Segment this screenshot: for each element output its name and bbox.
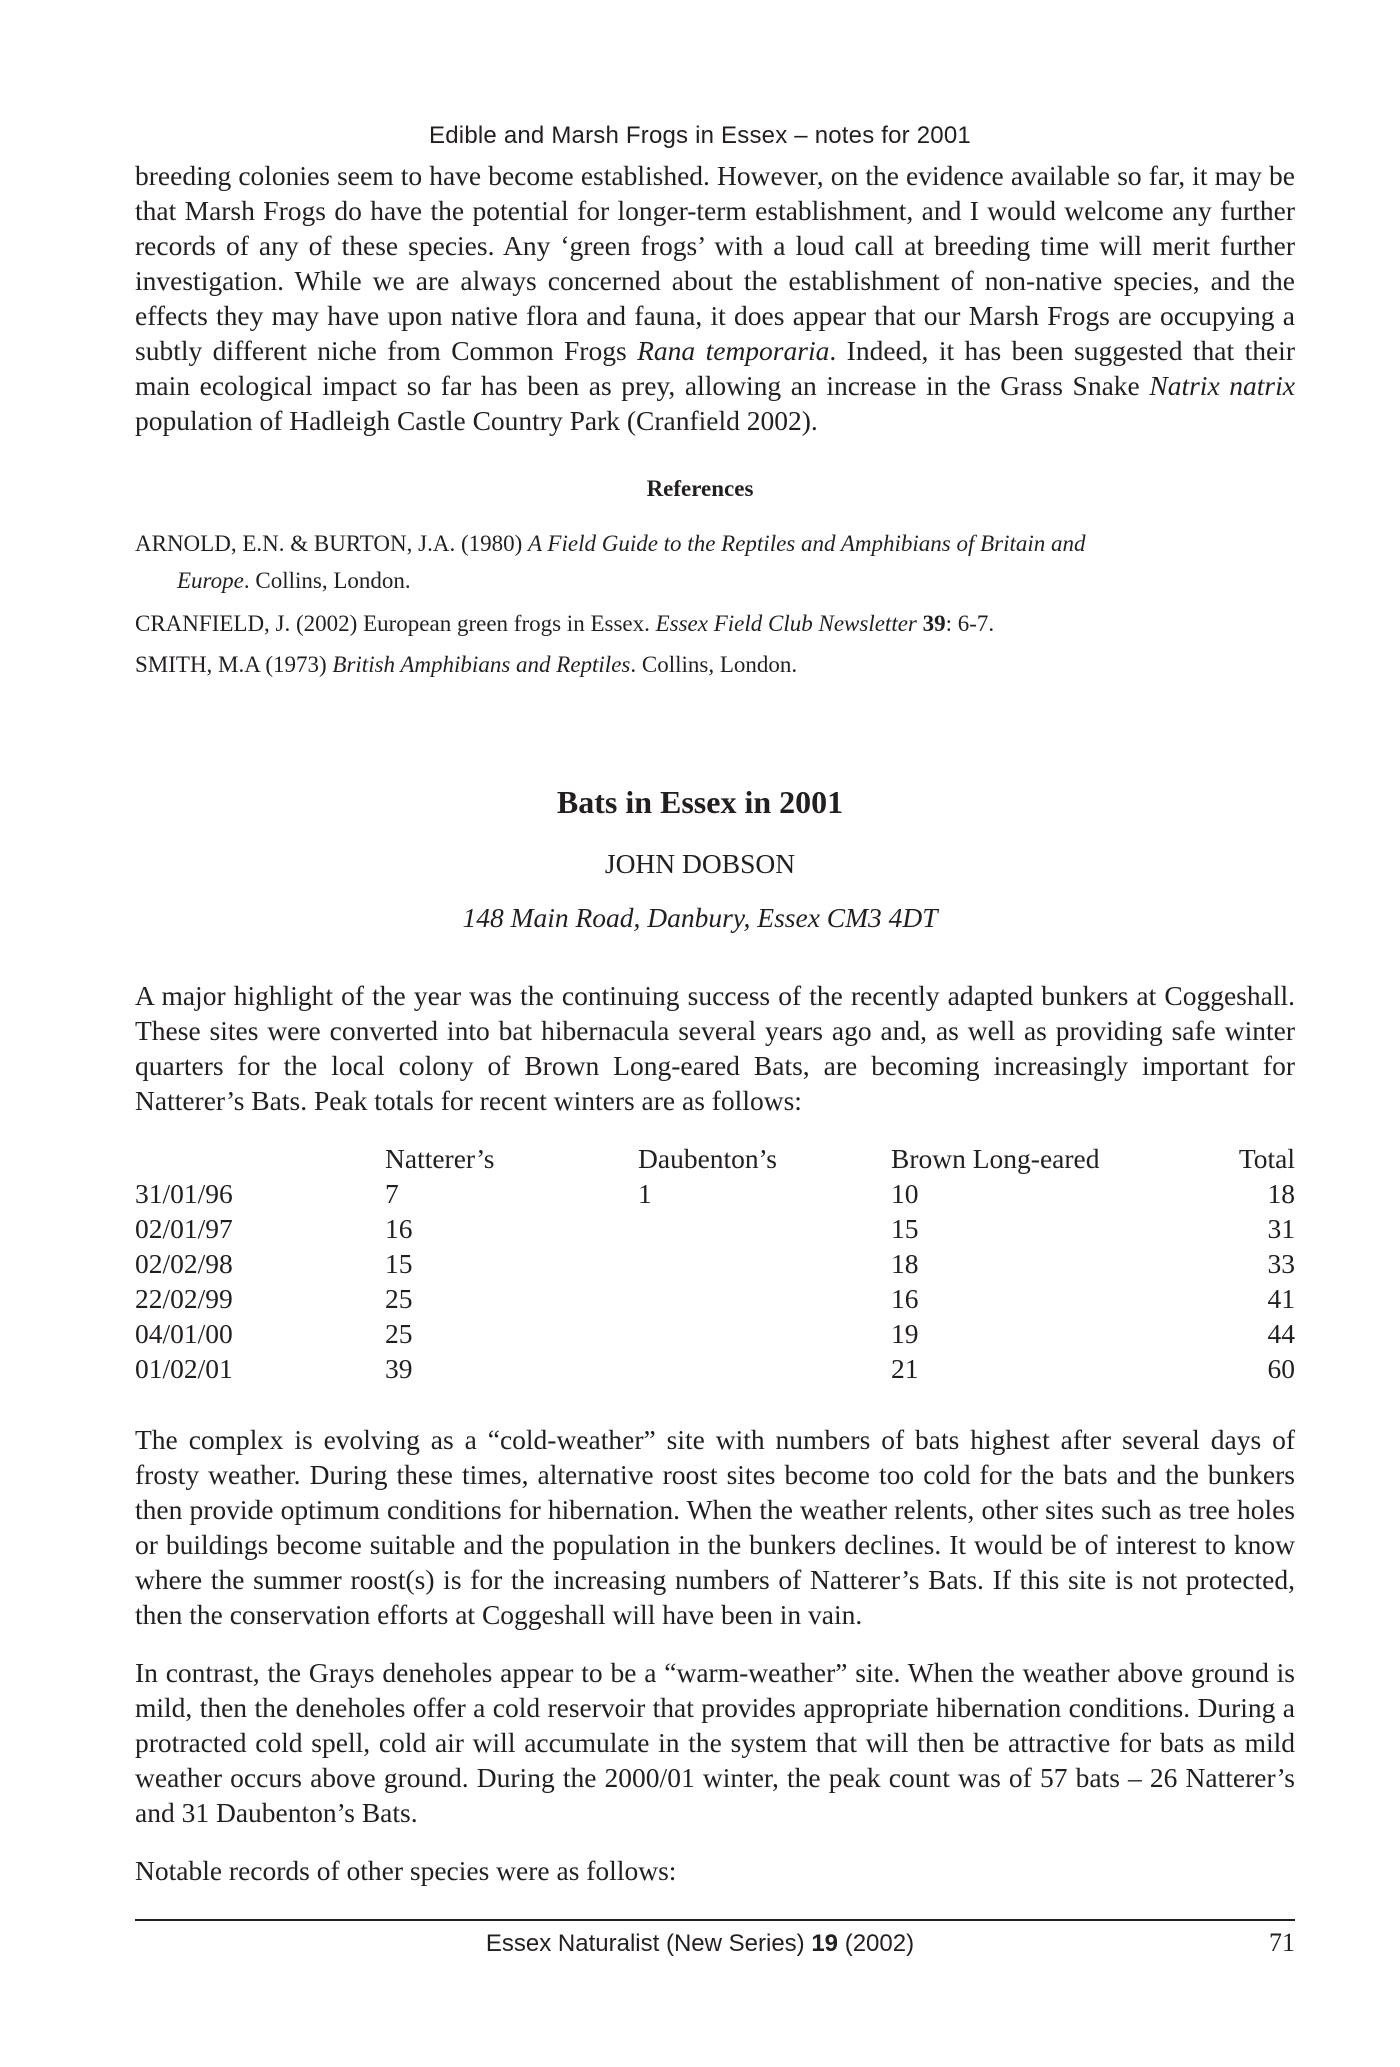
frogs-paragraph	[135, 158, 1295, 438]
table-cell-natterers: 25	[385, 1318, 413, 1349]
species-rana-temporaria: Rana temporaria	[637, 335, 830, 366]
reference-arnold-title: A Field Guide to the Reptiles and Amphibians of Britain and	[528, 531, 1086, 556]
table-header-brown-long-eared: Brown Long-eared	[891, 1143, 1100, 1174]
table-header-row	[135, 1143, 1295, 1178]
reference-arnold	[135, 525, 1295, 599]
reference-smith	[135, 646, 1295, 683]
table-cell-natterers: 16	[385, 1213, 413, 1244]
bats-warm-weather-paragraph: In contrast, the Grays deneholes appear to be a “warm-weather” site. When the weather above ground is mild, then the deneholes offer a cold reservoir that provides appropriate hibernation conditions. During a protracted cold spell, cold air will accumulate in the system that will then be attractive for bats as mild weather occurs above ground. During the 2000/01 winter, the peak count was of 57 bats – 26 Natterer’s and 31 Daubenton’s Bats.	[135, 1657, 1295, 1828]
reference-smith-authors: SMITH, M.A (1973)	[135, 652, 333, 677]
table-cell-natterers: 39	[385, 1353, 413, 1384]
table-cell-daubentons	[638, 1318, 891, 1353]
table-cell-daubentons	[638, 1213, 891, 1248]
table-cell-date: 22/02/99	[135, 1283, 233, 1314]
table-cell-brown-long-eared: 18	[891, 1248, 919, 1279]
reference-cranfield-authors: CRANFIELD, J. (2002) European green frogs in Essex.	[135, 611, 656, 636]
table-cell-date: 01/02/01	[135, 1353, 233, 1384]
table-cell-daubentons	[638, 1248, 891, 1283]
page-number: 71	[1269, 1928, 1295, 1957]
table-cell-brown-long-eared: 21	[891, 1353, 919, 1384]
table-cell-date: 02/01/97	[135, 1213, 233, 1244]
bats-warm-weather-block	[135, 1655, 1295, 1830]
table-cell-total: 41	[1267, 1283, 1295, 1314]
reference-cranfield-journal: Essex Field Club Newsletter	[655, 611, 917, 636]
table-cell-natterers: 15	[385, 1248, 413, 1279]
table-cell-total: 31	[1267, 1213, 1295, 1244]
table-row	[135, 1178, 1295, 1213]
bats-notable-block	[135, 1853, 1295, 1888]
reference-arnold-authors: ARNOLD, E.N. & BURTON, J.A. (1980)	[135, 531, 529, 556]
reference-smith-title: British Amphibians and Reptiles	[332, 652, 631, 677]
table-cell-natterers: 7	[385, 1178, 399, 1209]
table-cell-brown-long-eared: 10	[891, 1178, 919, 1209]
reference-cranfield-volume: 39	[916, 611, 946, 636]
table-cell-total: 18	[1267, 1178, 1295, 1209]
table-row	[135, 1213, 1295, 1248]
table-cell-date: 31/01/96	[135, 1178, 233, 1209]
bats-intro-block	[135, 978, 1295, 1118]
table-row	[135, 1283, 1295, 1318]
footer-journal: Essex Naturalist (New Series)	[485, 1930, 812, 1957]
table-cell-brown-long-eared: 16	[891, 1283, 919, 1314]
table-cell-natterers: 25	[385, 1283, 413, 1314]
frogs-text-3: population of Hadleigh Castle Country Park (Cranfield 2002).	[135, 405, 818, 436]
table-row	[135, 1248, 1295, 1283]
table-cell-date: 04/01/00	[135, 1318, 233, 1349]
table-cell-brown-long-eared: 15	[891, 1213, 919, 1244]
table-cell-total: 44	[1267, 1318, 1295, 1349]
frogs-paragraph-block	[135, 158, 1295, 438]
table-header-total: Total	[1238, 1143, 1295, 1174]
table-cell-total: 33	[1267, 1248, 1295, 1279]
reference-smith-publisher: . Collins, London.	[630, 652, 798, 677]
footer-year: (2002)	[838, 1930, 915, 1957]
table-row	[135, 1353, 1295, 1388]
frogs-text-1: breeding colonies seem to have become established. However, on the evidence available so far, it may be that Marsh Frogs do have the potential for longer-term establishment, and I would welcome any further records of any of these species. Any ‘green frogs’ with a loud call at breeding time will merit further investigation. While we are always concerned about the establishment of non-native species, and the effects they may have upon native flora and fauna, it does appear that our Marsh Frogs are occupying a subtly different niche from Common Frogs	[135, 160, 1295, 366]
author-address: 148 Main Road, Danbury, Essex CM3 4DT	[462, 902, 938, 933]
footer-rule	[135, 1919, 1295, 1921]
bats-intro-paragraph: A major highlight of the year was the continuing success of the recently adapted bunkers at Coggeshall. These sites were converted into bat hibernacula several years ago and, as well as providing safe winter quarters for the local colony of Brown Long-eared Bats, are becoming increasingly important for Natterer’s Bats. Peak totals for recent winters are as follows:	[135, 980, 1295, 1116]
bat-counts-table	[135, 1143, 1295, 1388]
article-author: JOHN DOBSON	[604, 848, 796, 879]
reference-cranfield	[135, 605, 1295, 642]
frogs-text-2: . Indeed, it has been suggested that their main ecological impact so far has been as prey, allowing an increase in the Grass Snake	[135, 335, 1295, 401]
article-title: Bats in Essex in 2001	[556, 784, 844, 820]
table-cell-daubentons	[638, 1353, 891, 1388]
bats-cold-weather-paragraph: The complex is evolving as a “cold-weather” site with numbers of bats highest after several days of frosty weather. During these times, alternative roost sites become too cold for the bats and the bunkers then provide optimum conditions for hibernation. When the weather relents, other sites such as tree holes or buildings become suitable and the population in the bunkers declines. It would be of interest to know where the summer roost(s) is for the increasing numbers of Natterer’s Bats. If this site is not protected, then the conservation efforts at Coggeshall will have been in vain.	[135, 1424, 1295, 1630]
table-cell-brown-long-eared: 19	[891, 1318, 919, 1349]
species-natrix-natrix: Natrix natrix	[1149, 370, 1295, 401]
table-cell-daubentons	[638, 1283, 891, 1318]
footer-volume: 19	[811, 1930, 839, 1957]
bats-notable-paragraph: Notable records of other species were as follows:	[135, 1855, 677, 1886]
table-header-daubentons: Daubenton’s	[638, 1143, 778, 1174]
table-header-natterers: Natterer’s	[385, 1143, 495, 1174]
table-cell-total: 60	[1267, 1353, 1295, 1384]
running-head: Edible and Marsh Frogs in Essex – notes for 2001	[429, 122, 971, 149]
table-row	[135, 1318, 1295, 1353]
reference-cranfield-pages: : 6-7.	[945, 611, 995, 636]
bats-cold-weather-block	[135, 1422, 1295, 1632]
table-header-date	[135, 1143, 385, 1178]
reference-arnold-title-cont: Europe	[177, 568, 244, 593]
table-cell-daubentons: 1	[638, 1178, 652, 1209]
references-heading: References	[646, 476, 754, 501]
footer-citation	[0, 1930, 1400, 1958]
reference-arnold-publisher: . Collins, London.	[243, 568, 411, 593]
table-cell-date: 02/02/98	[135, 1248, 233, 1279]
